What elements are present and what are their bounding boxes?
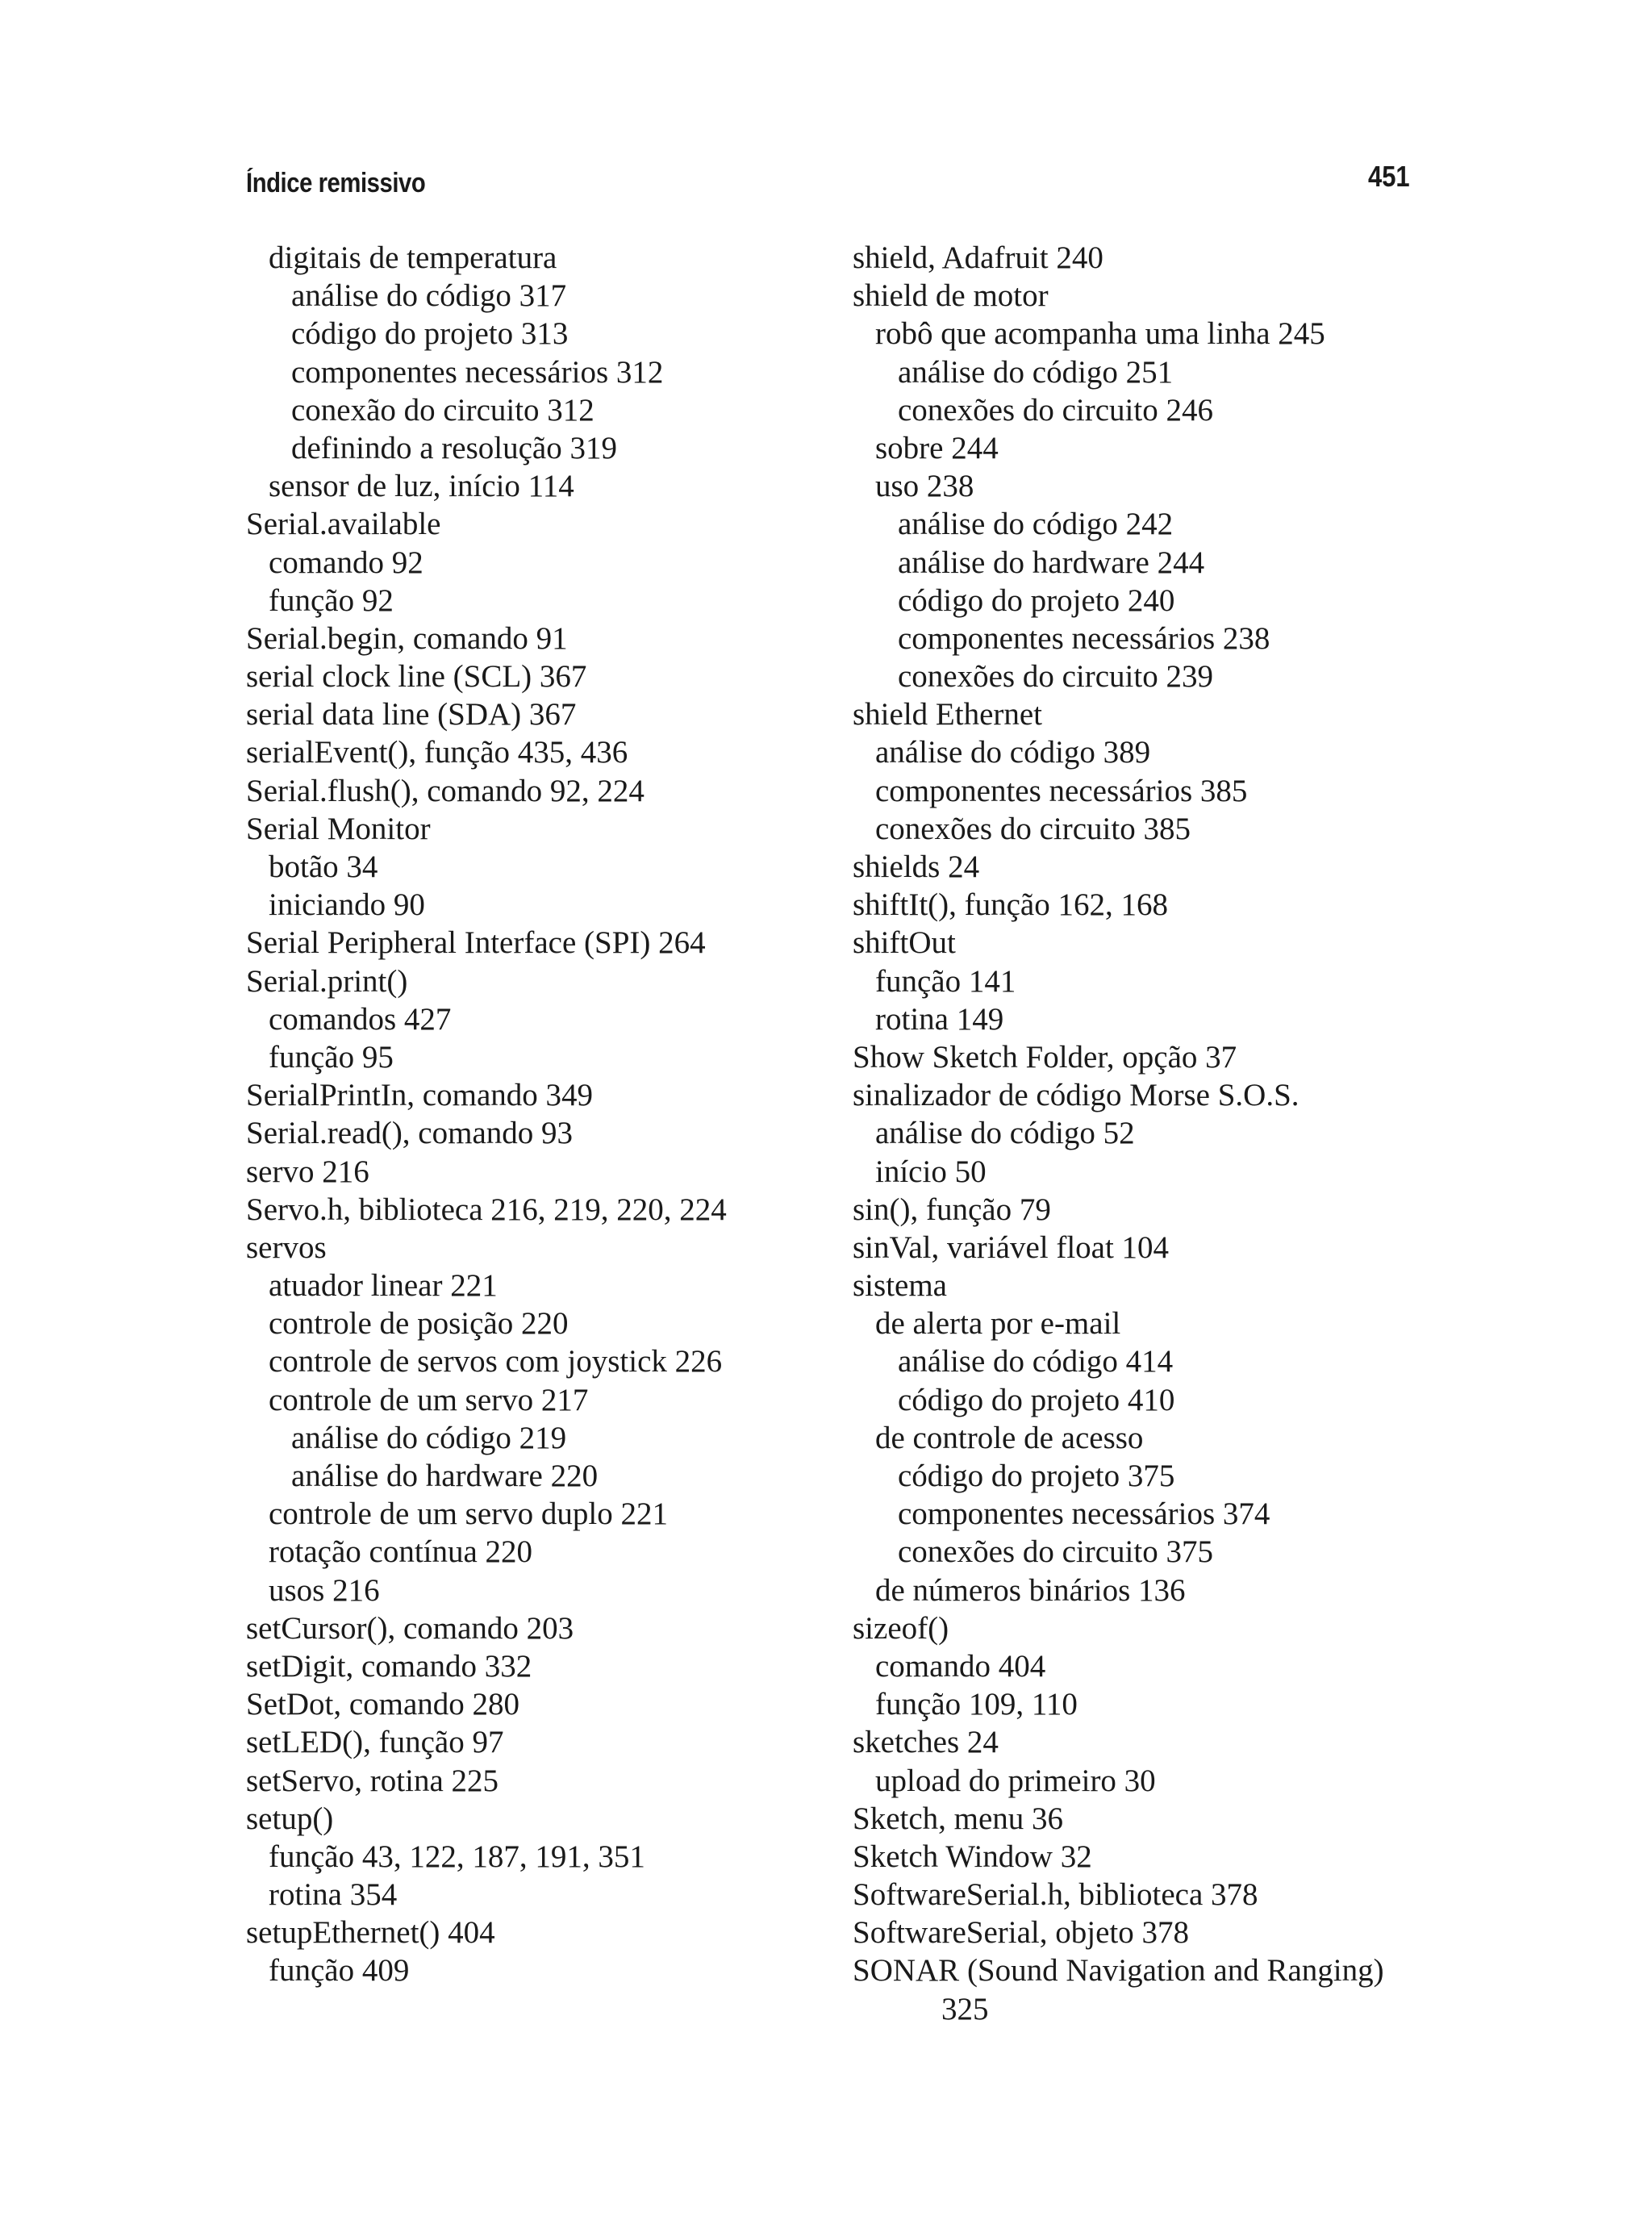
index-entry: código do projeto 313 [291, 316, 569, 352]
index-entry: SoftwareSerial.h, biblioteca 378 [853, 1877, 1258, 1913]
index-entry: setServo, rotina 225 [246, 1763, 499, 1798]
index-entry: conexões do circuito 246 [898, 392, 1213, 428]
index-entry: rotina 149 [875, 1001, 1004, 1037]
index-entry: comandos 427 [269, 1001, 452, 1037]
index-entry: serialEvent(), função 435, 436 [246, 735, 628, 770]
index-entry: servo 216 [246, 1154, 369, 1189]
index-entry: SONAR (Sound Navigation and Ranging) [853, 1953, 1384, 1989]
index-entry: sobre 244 [875, 430, 999, 465]
index-entry: definindo a resolução 319 [291, 430, 617, 465]
index-entry: de alerta por e-mail [875, 1306, 1121, 1342]
index-entry: Serial.flush(), comando 92, 224 [246, 773, 645, 808]
index-entry: Serial.begin, comando 91 [246, 620, 568, 656]
index-entry: análise do código 52 [875, 1116, 1135, 1151]
index-entry: análise do código 414 [898, 1344, 1174, 1379]
index-entry: sketches 24 [853, 1725, 999, 1760]
index-entry: setup() [246, 1801, 334, 1836]
index-entry: rotação contínua 220 [269, 1534, 533, 1570]
index-entry: função 92 [269, 582, 394, 618]
index-entry: análise do código 242 [898, 507, 1174, 542]
index-entry: SetDot, comando 280 [246, 1687, 520, 1722]
index-entry: função 141 [875, 963, 1016, 999]
index-entry: Servo.h, biblioteca 216, 219, 220, 224 [246, 1192, 727, 1227]
index-entry: conexão do circuito 312 [291, 392, 594, 428]
index-entry: sistema [853, 1268, 947, 1304]
index-entry: robô que acompanha uma linha 245 [875, 316, 1325, 352]
index-entry: Show Sketch Folder, opção 37 [853, 1039, 1237, 1075]
index-entry: código do projeto 410 [898, 1382, 1175, 1417]
index-entry: Sketch, menu 36 [853, 1801, 1064, 1836]
index-entry: análise do código 219 [291, 1420, 567, 1455]
index-entry: função 409 [269, 1953, 410, 1989]
index-entry: Serial.read(), comando 93 [246, 1116, 574, 1151]
index-entry: 325 [941, 1991, 989, 2026]
index-entry: função 95 [269, 1039, 394, 1075]
index-entry: shiftOut [853, 925, 956, 961]
index-entry: controle de um servo 217 [269, 1382, 589, 1417]
index-entry: função 43, 122, 187, 191, 351 [269, 1839, 645, 1874]
index-entry: sensor de luz, início 114 [269, 469, 574, 504]
index-entry: componentes necessários 238 [898, 620, 1270, 656]
index-entry: shields 24 [853, 849, 980, 884]
index-entry: upload do primeiro 30 [875, 1763, 1156, 1798]
index-entry: serial clock line (SCL) 367 [246, 659, 587, 695]
index-entry: iniciando 90 [269, 887, 425, 923]
index-entry: início 50 [875, 1154, 987, 1189]
running-head-title: Índice remissivo [246, 168, 426, 198]
index-entry: rotina 354 [269, 1877, 398, 1913]
index-entry: Sketch Window 32 [853, 1839, 1092, 1874]
index-entry: sin(), função 79 [853, 1192, 1051, 1227]
index-entry: sizeof() [853, 1610, 949, 1646]
index-entry: comando 92 [269, 545, 423, 580]
index-entry: Serial.print() [246, 963, 408, 999]
index-entry: código do projeto 375 [898, 1459, 1175, 1493]
index-entry: função 109, 110 [875, 1687, 1078, 1722]
index-entry: análise do código 389 [875, 735, 1151, 770]
index-entry: shield de motor [853, 278, 1049, 314]
index-entry: atuador linear 221 [269, 1268, 498, 1304]
index-entry: SoftwareSerial, objeto 378 [853, 1915, 1189, 1951]
index-entry: uso 238 [875, 469, 974, 504]
index-entry: análise do hardware 220 [291, 1459, 599, 1493]
index-entry: Serial.available [246, 507, 441, 542]
index-entry: SerialPrintIn, comando 349 [246, 1078, 594, 1113]
index-entry: componentes necessários 374 [898, 1496, 1270, 1532]
index-entry: conexões do circuito 239 [898, 659, 1213, 695]
index-entry: conexões do circuito 375 [898, 1534, 1213, 1570]
index-entry: controle de um servo duplo 221 [269, 1496, 668, 1532]
index-entry: comando 404 [875, 1648, 1046, 1684]
index-entry: setCursor(), comando 203 [246, 1610, 574, 1646]
index-column-right [853, 239, 1384, 2028]
index-entry: digitais de temperatura [269, 240, 557, 275]
index-entry: shield, Adafruit 240 [853, 240, 1103, 275]
index-entry: de números binários 136 [875, 1572, 1186, 1608]
index-entry: Serial Peripheral Interface (SPI) 264 [246, 925, 706, 961]
index-entry: shiftIt(), função 162, 168 [853, 887, 1168, 923]
index-entry: análise do hardware 244 [898, 545, 1205, 580]
index-entry: usos 216 [269, 1572, 380, 1608]
index-entry: análise do código 251 [898, 354, 1174, 390]
index-entry: botão 34 [269, 849, 378, 884]
index-entry: componentes necessários 385 [875, 773, 1248, 808]
index-entry: shield Ethernet [853, 697, 1043, 733]
index-entry: sinVal, variável float 104 [853, 1229, 1170, 1265]
index-entry: código do projeto 240 [898, 582, 1175, 618]
index-entry: componentes necessários 312 [291, 354, 664, 390]
index-entry: setLED(), função 97 [246, 1725, 504, 1760]
index-entry: sinalizador de código Morse S.O.S. [853, 1078, 1299, 1113]
index-entry: controle de servos com joystick 226 [269, 1344, 723, 1379]
index-entry: Serial Monitor [246, 811, 431, 846]
index-entry: setupEthernet() 404 [246, 1915, 495, 1951]
index-column-left [246, 239, 727, 1990]
page-number: 451 [1368, 160, 1410, 193]
index-entry: servos [246, 1229, 327, 1265]
index-entry: serial data line (SDA) 367 [246, 697, 577, 733]
index-entry: controle de posição 220 [269, 1306, 569, 1342]
index-entry: análise do código 317 [291, 278, 567, 314]
index-entry: setDigit, comando 332 [246, 1648, 532, 1684]
index-entry: conexões do circuito 385 [875, 811, 1191, 846]
index-entry: de controle de acesso [875, 1420, 1144, 1455]
